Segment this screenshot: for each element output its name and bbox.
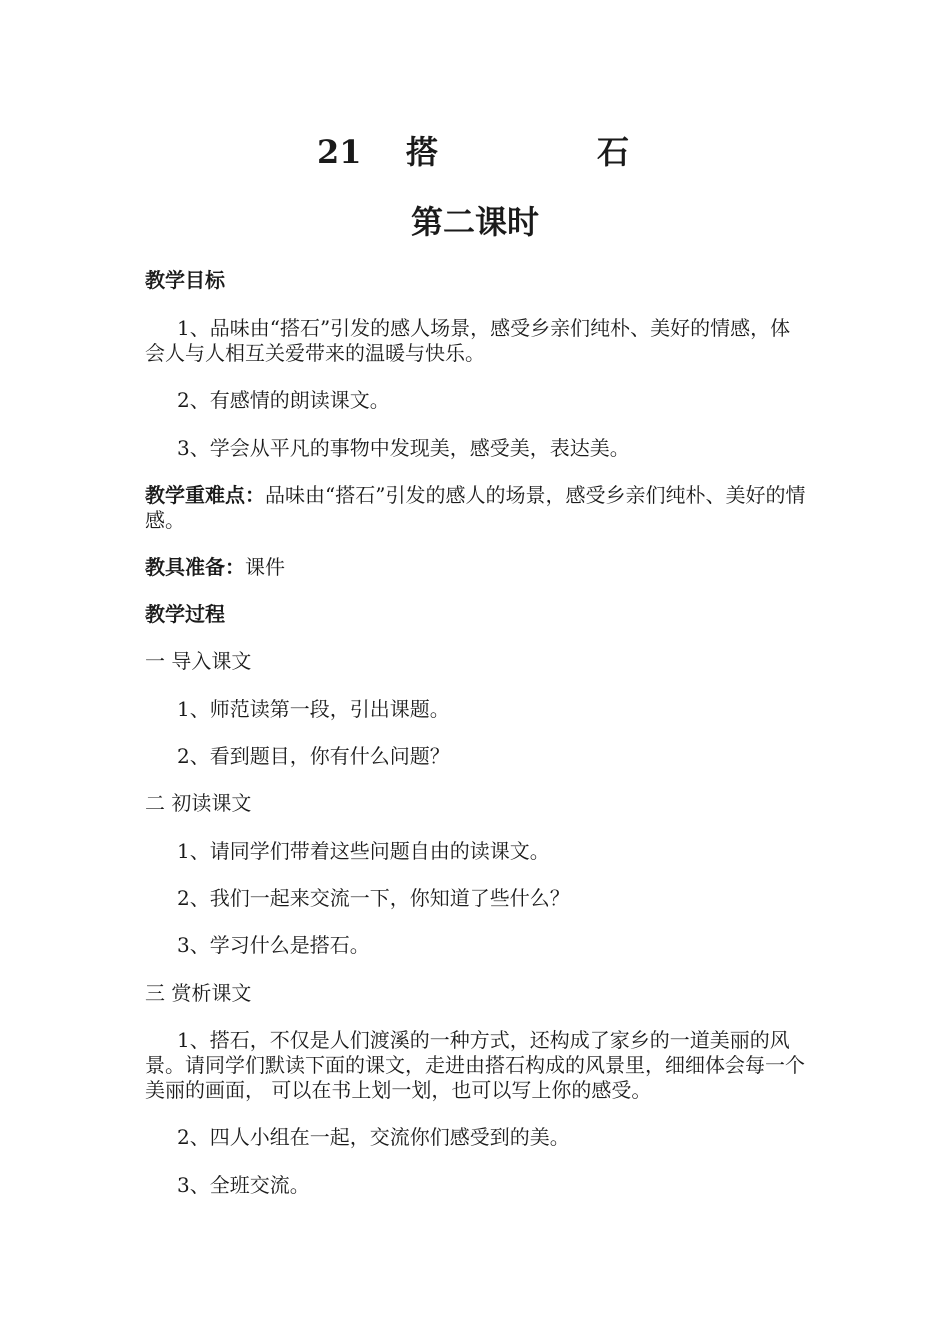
lesson-title-char-1: 搭 (406, 133, 439, 171)
key-points-label: 教学重难点： (145, 483, 265, 507)
section-1-item-2: 2、看到题目，你有什么问题？ (177, 744, 450, 768)
lesson-title-char-2: 石 (597, 133, 630, 171)
lesson-title (0, 128, 950, 176)
section-2-item-3: 3、学习什么是搭石。 (177, 933, 370, 957)
section-1-title: 一 导入课文 (145, 649, 252, 673)
key-points-text: 品味由“搭石”引发的感人的场景，感受乡亲们纯朴、美好的情感。 (145, 483, 806, 532)
section-3-item-2: 2、四人小组在一起，交流你们感受到的美。 (177, 1125, 570, 1149)
section-2-item-2: 2、我们一起来交流一下，你知道了些什么？ (177, 886, 570, 910)
tools-text: 课件 (245, 555, 285, 579)
section-3-item-3: 3、全班交流。 (177, 1173, 310, 1197)
section-3-title: 三 赏析课文 (145, 981, 252, 1005)
section-2-item-1: 1、请同学们带着这些问题自由的读课文。 (177, 839, 550, 863)
goal-item-1: 1、品味由“搭石”引发的感人场景，感受乡亲们纯朴、美好的情感，体会人与人相互关爱带来的温暖与快乐。 (145, 316, 791, 365)
section-2-title: 二 初读课文 (145, 791, 252, 815)
process-heading: 教学过程 (145, 602, 225, 626)
goal-item-3: 3、学会从平凡的事物中发现美，感受美，表达美。 (177, 436, 630, 460)
section-1-item-1: 1、师范读第一段，引出课题。 (177, 697, 450, 721)
tools-label: 教具准备： (145, 555, 245, 579)
goal-item-2: 2、有感情的朗读课文。 (177, 388, 390, 412)
lesson-number: 21 (317, 133, 362, 171)
section-3-item-1: 1、搭石，不仅是人们渡溪的一种方式，还构成了家乡的一道美丽的风景。请同学们默读下面的课文，走进由搭石构成的风景里，细细体会每一个美丽的画面， 可以在书上划一划，也可以写上你的感受。 (145, 1028, 805, 1102)
goals-heading: 教学目标 (145, 268, 225, 292)
tools-paragraph (145, 555, 810, 580)
key-points-paragraph (145, 483, 810, 533)
lesson-subtitle: 第二课时 (410, 203, 539, 241)
